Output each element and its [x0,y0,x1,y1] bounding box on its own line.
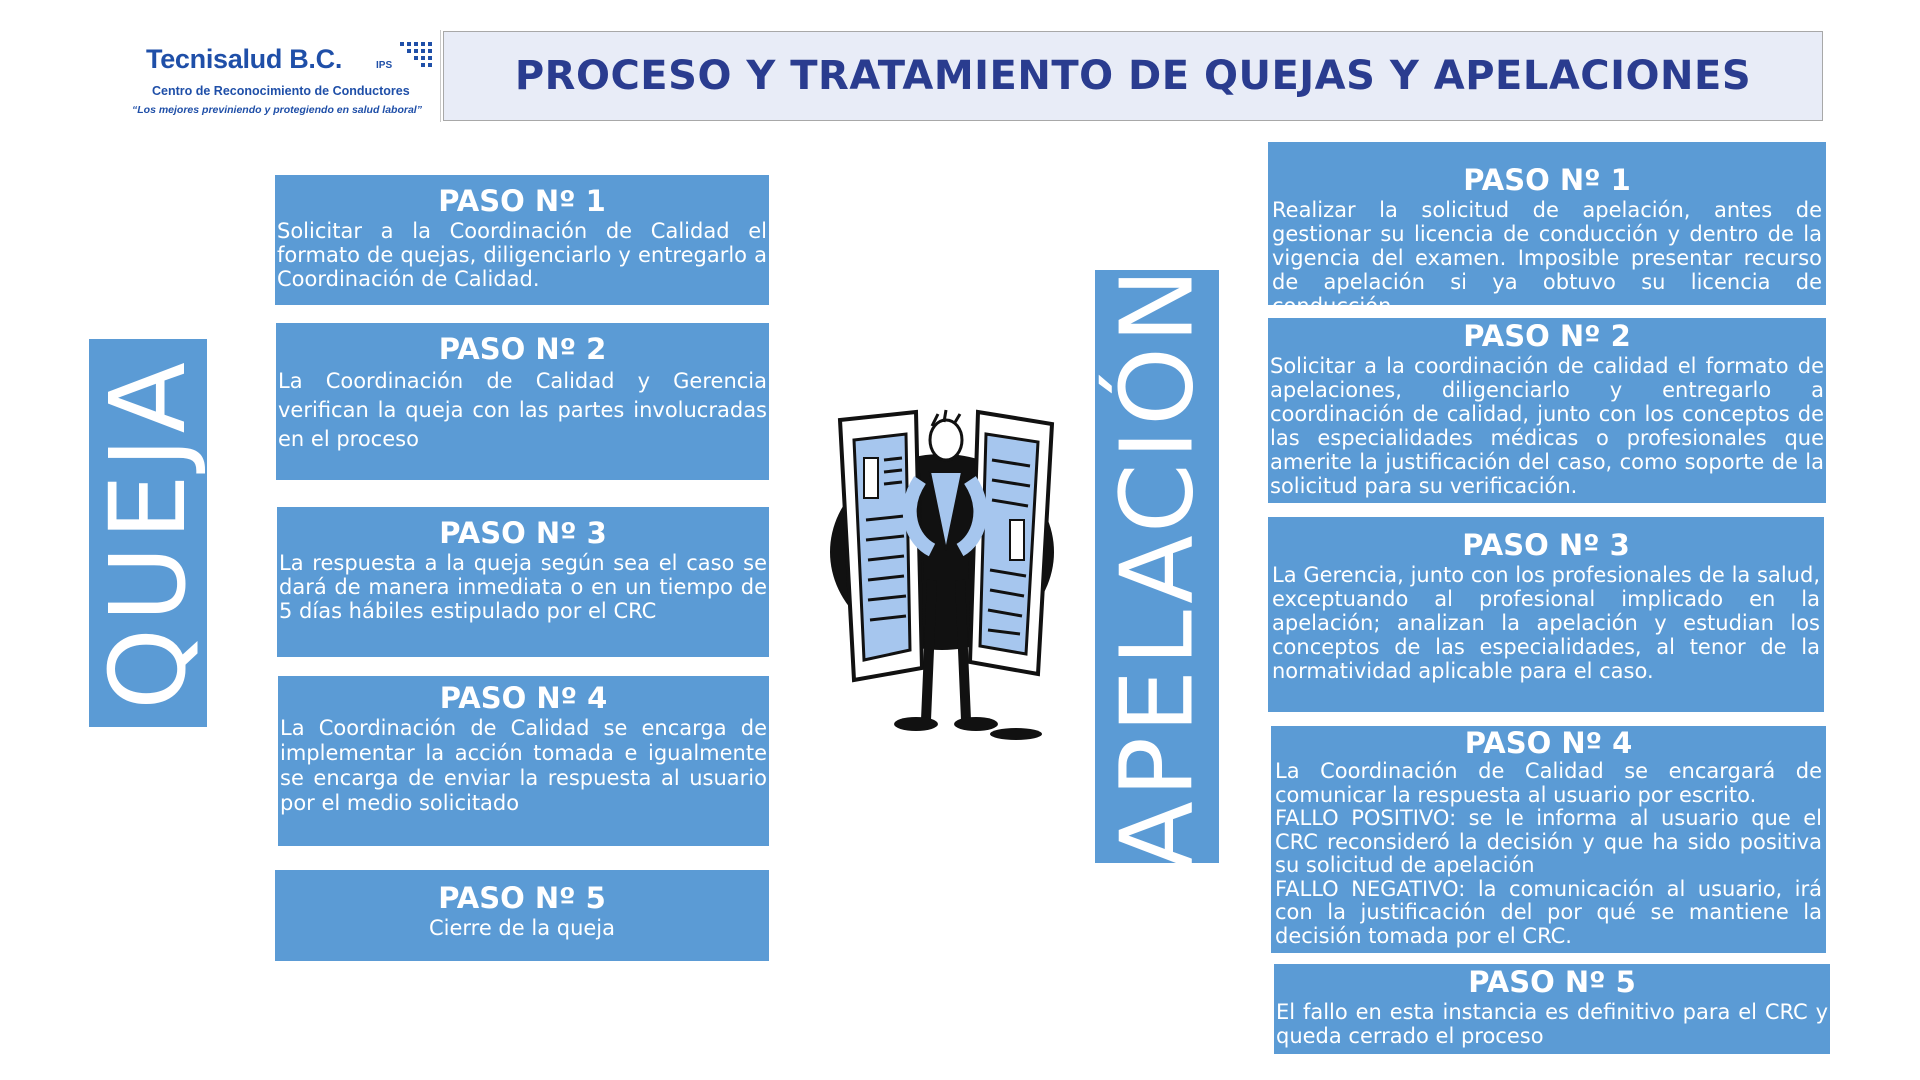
apelacion-step-3-title: PASO Nº 3 [1462,528,1630,562]
apelacion-step-1-text: Realizar la solicitud de apelación, antes de gestionar su licencia de conducción y dentro de la vigencia del examen. Imposible presentar recurso de apelación si ya obtuvo su licencia de conducción. [1272,198,1822,318]
apelacion-step-2-title: PASO Nº 2 [1463,319,1631,353]
queja-step-1 [275,175,769,305]
queja-step-5 [275,870,769,961]
person-reading-document-icon [820,410,1070,750]
logo-subtitle: Centro de Reconocimiento de Conductores [152,84,410,98]
queja-step-2-text: La Coordinación de Calidad y Gerencia verifican la queja con las partes involucradas en el proceso [278,369,767,451]
apelacion-step-2-text: Solicitar a la coordinación de calidad el formato de apelaciones, diligenciarlo y entregarlo a coordinación de calidad, junto con los conceptos de las especialidades médicas o profesionales que amerite la justificación del caso, como soporte de la solicitud para su verificación. [1270,354,1824,498]
queja-step-1-text: Solicitar a la Coordinación de Calidad el formato de quejas, diligenciarlo y entregarlo a Coordinación de Calidad. [277,219,767,291]
apelacion-step-4-title: PASO Nº 4 [1464,726,1633,760]
logo-divider [440,30,441,122]
apelacion-step-1 [1268,142,1826,318]
queja-label-bar [89,339,207,727]
queja-label: QUEJA [87,356,209,710]
company-logo [130,30,440,122]
queja-step-4-text: La Coordinación de Calidad se encarga de implementar la acción tomada e igualmente se encarga de enviar la respuesta al usuario por el medio solicitado [280,716,767,815]
apelacion-step-2 [1268,318,1826,503]
header-banner [443,31,1823,121]
apelacion-label: APELACIÓN [1098,263,1216,870]
queja-step-3-text: La respuesta a la queja según sea el caso se dará de manera inmediata o en un tiempo de 5 días hábiles estipulado por el CRC [279,551,767,623]
logo-slogan: “Los mejores previniendo y protegiendo en salud laboral” [132,104,422,116]
apelacion-step-4 [1271,726,1826,953]
apelacion-step-3 [1268,517,1824,712]
apelacion-step-4-text: La Coordinación de Calidad se encargará de comunicar la respuesta al usuario por escrito. FALLO POSITIVO: se le informa al usuario que el CRC reconsideró la decisión y que ha sido positiva su solicitud de apelación FALLO NEGATIVO: la comunicación al usuario, irá con la justificación del por qué se mantiene la decisión tomada por el CRC. [1275,759,1822,948]
apelacion-label-bar [1095,263,1219,870]
queja-step-5-title: PASO Nº 5 [438,881,606,915]
apelacion-step-1-title: PASO Nº 1 [1463,163,1631,197]
apelacion-step-5-text: El fallo en esta instancia es definitivo para el CRC y queda cerrado el proceso [1276,1000,1828,1048]
apelacion-step-5-title: PASO Nº 5 [1468,965,1636,999]
queja-step-4 [278,676,769,846]
logo-dots-icon [400,42,432,72]
logo-badge: IPS [376,60,393,71]
queja-step-2-title: PASO Nº 2 [438,332,607,366]
logo-name: Tecnisalud B.C. [146,44,343,74]
queja-step-3 [277,507,769,657]
queja-step-1-title: PASO Nº 1 [438,184,606,218]
queja-step-5-text: Cierre de la queja [428,916,616,940]
queja-step-2 [276,323,769,480]
apelacion-step-3-text: La Gerencia, junto con los profesionales de la salud, exceptuando al profesional implicado en la apelación; analizan la apelación y estudian los conceptos de las especialidades, al tenor de la normatividad aplicable para el caso. [1272,563,1820,683]
queja-step-4-title: PASO Nº 4 [439,681,608,715]
queja-step-3-title: PASO Nº 3 [439,516,607,550]
page-title: PROCESO Y TRATAMIENTO DE QUEJAS Y APELACIONES [514,53,1752,99]
apelacion-step-5 [1274,964,1830,1054]
